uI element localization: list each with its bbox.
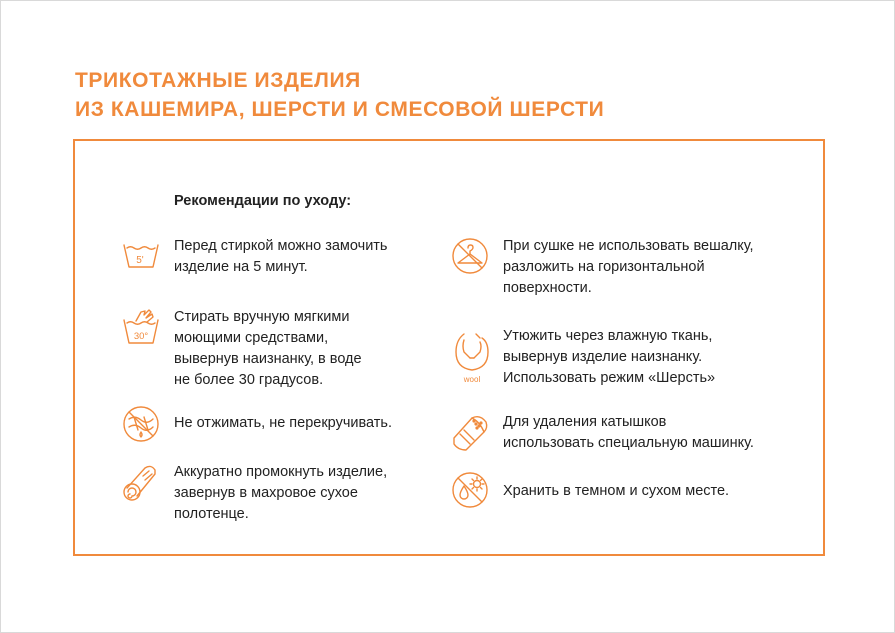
care-heading: Рекомендации по уходу:	[174, 193, 352, 209]
iron-icon-label: wool	[463, 375, 481, 384]
care-text-iron: Утюжить через влажную ткань, вывернув изделие наизнанку. Использовать режим «Шерсть»	[503, 328, 716, 386]
care-text-towel: Аккуратно промокнуть изделие, завернув в махровое сухое полотенце.	[174, 464, 388, 522]
care-item-iron	[450, 330, 715, 389]
care-item-no-hanger	[450, 236, 754, 299]
towel-roll-icon	[121, 462, 161, 502]
no-wring-icon	[121, 404, 161, 444]
page-title	[75, 66, 604, 124]
hand-wash-30-icon	[121, 307, 161, 347]
soak-icon-label: 5'	[136, 255, 144, 266]
title-line-1: ТРИКОТАЖНЫЕ ИЗДЕЛИЯ	[75, 69, 361, 92]
hand-wash-icon-label: 30°	[133, 331, 149, 342]
title-line-2: ИЗ КАШЕМИРА, ШЕРСТИ И СМЕСОВОЙ ШЕРСТИ	[75, 98, 605, 121]
care-item-storage	[450, 470, 729, 510]
soak-5-icon	[121, 236, 161, 276]
care-item-hand-wash	[121, 307, 362, 391]
care-item-soak	[121, 236, 388, 278]
care-text-lint: Для удаления катышков использовать специальную машинку.	[503, 414, 754, 451]
care-text-storage: Хранить в темном и сухом месте.	[503, 483, 730, 499]
no-hanger-icon	[450, 236, 490, 276]
care-text-no-wring: Не отжимать, не перекручивать.	[174, 415, 393, 431]
care-text-soak: Перед стиркой можно замочить изделие на 5 минут.	[174, 238, 388, 275]
care-text-no-hanger: При сушке не использовать вешалку, разложить на горизонтальной поверхности.	[503, 238, 754, 296]
care-item-no-wring	[121, 404, 392, 444]
care-item-towel	[121, 462, 387, 525]
iron-wool-icon	[450, 330, 490, 388]
care-item-lint	[450, 412, 754, 454]
care-text-hand-wash: Стирать вручную мягкими моющими средствами, вывернув наизнанку, в воде не более 30 градусов.	[174, 309, 362, 388]
dark-dry-storage-icon	[450, 470, 490, 510]
lint-remover-icon	[450, 412, 490, 452]
